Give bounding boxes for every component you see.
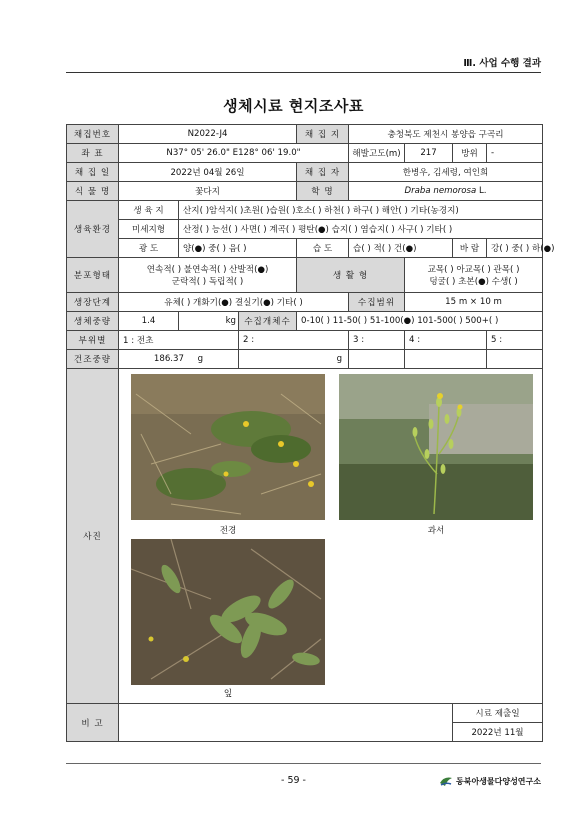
note-value: [119, 704, 453, 742]
org-name: [439, 775, 541, 787]
stage-label: 생장단계: [67, 293, 119, 312]
dist-label: 분포형태: [67, 258, 119, 293]
habitat-value: 산지( )암석지( )초원( )습원( )호소( ) 하천( ) 하구( ) 해안( ) 기타(농경지): [179, 201, 543, 220]
dry-v1: 186.37: [153, 354, 184, 364]
altitude-value: 217: [405, 144, 453, 163]
dist-line1: 연속적( ) 불연속적( ) 산발적(●): [146, 265, 269, 275]
count-value: 0-10( ) 11-50( ) 51-100(●) 101-500( ) 500+( ): [297, 312, 543, 331]
life-line1: 교목( ) 아교목( ) 관목( ): [427, 265, 520, 275]
plant-value: 꽃다지: [119, 182, 297, 201]
micro-value: 산정( ) 능선( ) 사면( ) 계곡( ) 평탄(●) 습지( ) 염습지( ) 사구( ) 기타( ): [179, 220, 543, 239]
org-logo-icon: [439, 775, 453, 787]
wind-value: 강( ) 중( ) 하(●): [487, 239, 543, 258]
dry-u1: g: [197, 354, 204, 364]
part-3: 3 :: [349, 331, 405, 350]
org-label: 동북아생물다양성연구소: [455, 776, 541, 786]
row-coordinates: [67, 144, 543, 163]
collector-value: 한병우, 김세령, 여인희: [349, 163, 543, 182]
direction-value: -: [487, 144, 543, 163]
photo-label: 사진: [67, 369, 119, 704]
submit-date-value: 2022년 11월: [453, 723, 543, 742]
row-env-light: [67, 239, 543, 258]
date-value: 2022년 04월 26일: [119, 163, 297, 182]
page-title: 생체시료 현지조사표: [223, 97, 364, 115]
sci-genus: Draba nemorosa: [404, 186, 477, 196]
row-note: [67, 704, 543, 723]
collect-no-label: 채집번호: [67, 125, 119, 144]
env-label: 생육환경: [67, 201, 119, 258]
row-parts: [67, 331, 543, 350]
life-line2: 덩굴( ) 초본(●) 수생( ): [429, 277, 518, 287]
plant-label: 식 물 명: [67, 182, 119, 201]
weight-value: 1.4: [119, 312, 179, 331]
collector-label: 채 집 자: [297, 163, 349, 182]
moisture-label: 습 도: [297, 239, 349, 258]
header-divider: [66, 72, 541, 73]
dist-value: [119, 258, 297, 293]
survey-form-table: [66, 124, 555, 742]
part-5: 5 :: [487, 331, 543, 350]
life-form-label: 생 활 형: [297, 258, 405, 293]
coord-label: 좌 표: [67, 144, 119, 163]
caption-fruit: 과서: [427, 526, 445, 536]
parts-label: 부위별: [67, 331, 119, 350]
dry-value-2: g: [239, 350, 349, 369]
photo-fruit: [339, 374, 533, 520]
light-value: 양(●) 중( ) 음( ): [179, 239, 297, 258]
stage-value: 유체( ) 개화기(●) 결실기(●) 기타( ): [119, 293, 349, 312]
row-weight: [67, 312, 543, 331]
row-collect-no: [67, 125, 543, 144]
collect-no-value: N2022-J4: [119, 125, 297, 144]
photo-leaf: [131, 539, 325, 685]
caption-overview: 전경: [219, 526, 237, 536]
habitat-label: 생 육 지: [119, 201, 179, 220]
dry-value-1: [119, 350, 239, 369]
life-form-value: [405, 258, 543, 293]
micro-label: 미세지형: [119, 220, 179, 239]
light-label: 광 도: [119, 239, 179, 258]
row-stage: [67, 293, 543, 312]
sci-name-label: 학 명: [297, 182, 349, 201]
submit-date-label: 시료 제출일: [453, 704, 543, 723]
moisture-value: 습( ) 적( ) 건(●): [349, 239, 453, 258]
direction-label: 방위: [453, 144, 487, 163]
section-header: Ⅲ. 사업 수행 결과: [463, 58, 541, 69]
part-2: 2 :: [239, 331, 349, 350]
range-label: 수집범위: [349, 293, 405, 312]
page-number: - 59 -: [281, 775, 306, 786]
row-plant: [67, 182, 543, 201]
footer-divider: [66, 763, 541, 764]
photo-cell: [119, 369, 543, 704]
sci-author: L.: [476, 186, 487, 196]
row-date: [67, 163, 543, 182]
weight-label: 생체중량: [67, 312, 119, 331]
site-label: 채 집 지: [297, 125, 349, 144]
row-distribution: [67, 258, 543, 293]
part-1: 1 : 전초: [119, 331, 239, 350]
row-photos: [67, 369, 543, 704]
photo-overview: [131, 374, 325, 520]
count-label: 수집개체수: [239, 312, 297, 331]
note-label: 비 고: [67, 704, 119, 742]
weight-unit: kg: [179, 312, 239, 331]
dist-line2: 군락적( ) 독립적( ): [171, 277, 244, 287]
coord-value: N37° 05' 26.0" E128° 06' 19.0": [119, 144, 349, 163]
dry-label: 건조중량: [67, 350, 119, 369]
altitude-label: 해발고도(m): [349, 144, 405, 163]
caption-leaf: 잎: [223, 689, 233, 699]
row-env-micro: [67, 220, 543, 239]
part-4: 4 :: [405, 331, 487, 350]
date-label: 채 집 일: [67, 163, 119, 182]
row-dry-weight: [67, 350, 543, 369]
sci-name-value: [349, 182, 543, 201]
row-env-habitat: [67, 201, 543, 220]
range-value: 15 m × 10 m: [405, 293, 543, 312]
site-value: 충청북도 제천시 봉양읍 구곡리: [349, 125, 543, 144]
wind-label: 바 람: [453, 239, 487, 258]
